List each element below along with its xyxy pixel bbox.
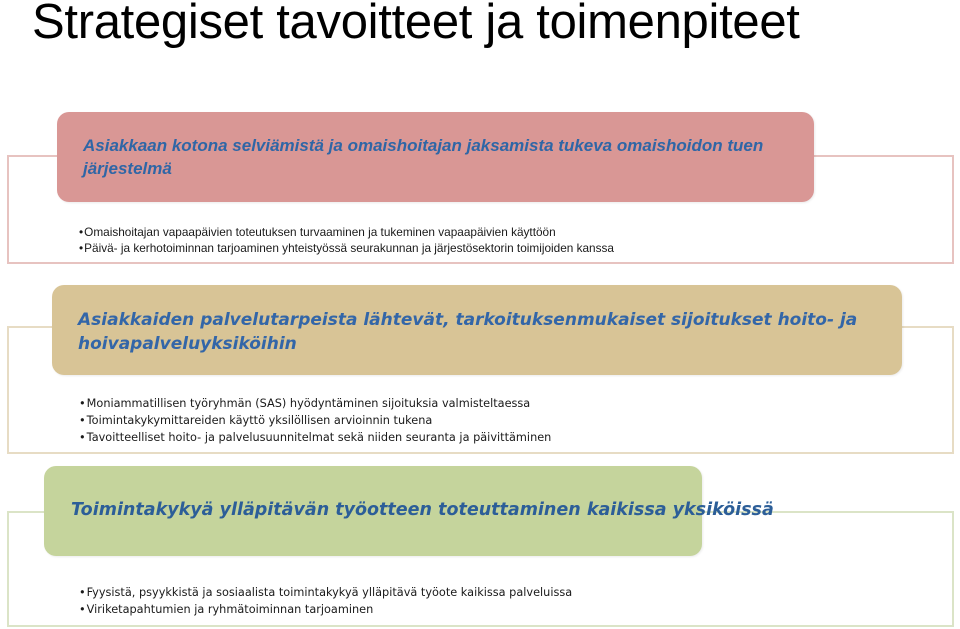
bullet-item [79,584,572,601]
bullet-text: Viriketapahtumien ja ryhmätoiminnan tarjoaminen [86,603,374,616]
bullet-item [79,224,614,240]
page-title: Strategiset tavoitteet ja toimenpiteet [32,0,800,49]
bullet-dot-icon: • [79,397,86,410]
bullet-text: Toimintakykymittareiden käyttö yksilöllisen arvioinnin tukena [86,414,433,427]
bullet-dot-icon: • [79,414,86,427]
bullet-text: Tavoitteelliset hoito- ja palvelusuunnitelmat sekä niiden seuranta ja päivittäminen [86,431,552,444]
bullet-dot-icon: • [79,586,86,599]
section-1-bullet-list [79,224,614,256]
section-2-bullet-list [79,395,551,446]
bullet-dot-icon: • [79,225,84,239]
bullet-text: Moniammatillisen työryhmän (SAS) hyödyntäminen sijoituksia valmisteltaessa [86,397,531,410]
bullet-dot-icon: • [79,431,86,444]
section-2-heading: Asiakkaiden palvelutarpeista lähtevät, tarkoituksenmukaiset sijoitukset hoito- ja hoivapalveluyksiköihin [52,285,902,375]
bullet-dot-icon: • [79,603,86,616]
section-3-bullet-list [79,584,572,618]
bullet-item [79,240,614,256]
bullet-text: Fyysistä, psyykkistä ja sosiaalista toimintakykyä ylläpitävä työote kaikissa palveluissa [86,586,573,599]
bullet-item [79,429,551,446]
bullet-dot-icon: • [79,241,84,255]
bullet-text: Päivä- ja kerhotoiminnan tarjoaminen yhteistyössä seurakunnan ja järjestösektorin toimijoiden kanssa [84,241,614,255]
section-3-heading: Toimintakykyä ylläpitävän työotteen toteuttaminen kaikissa yksiköissä [44,466,702,556]
bullet-item [79,601,572,618]
bullet-text: Omaishoitajan vapaapäivien toteutuksen turvaaminen ja tukeminen vapaapäivien käyttöön [84,225,556,239]
bullet-item [79,412,551,429]
bullet-item [79,395,551,412]
section-1-heading: Asiakkaan kotona selviämistä ja omaishoitajan jaksamista tukeva omaishoidon tuen järjestelmä [57,112,814,202]
